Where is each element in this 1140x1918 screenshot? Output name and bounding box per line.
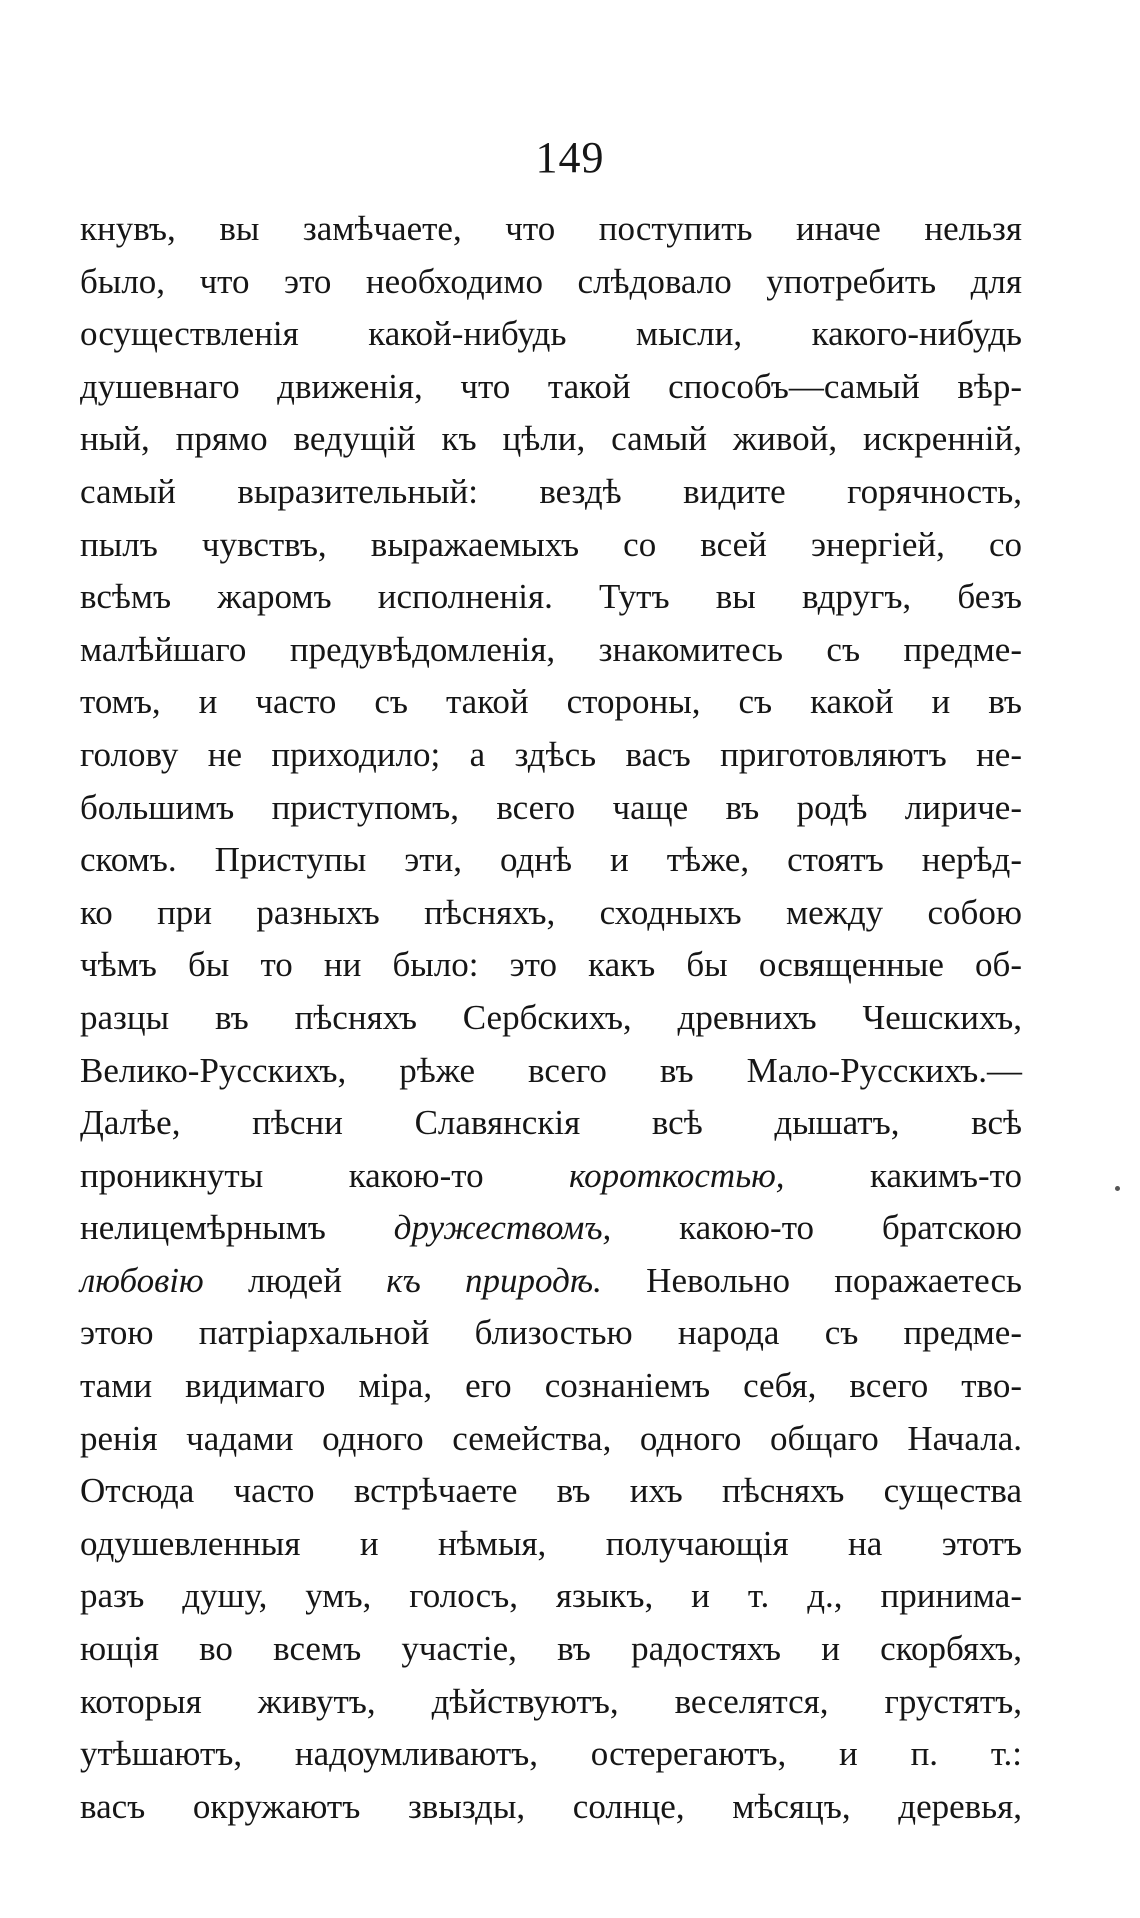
text-line-content (80, 1465, 1022, 1518)
text-line-content (80, 1413, 1022, 1466)
text-span: которыя живутъ, дѣйствуютъ, веселятся, грустятъ, (80, 1681, 1022, 1721)
italic-text: любовію (80, 1260, 204, 1300)
text-span: скомъ. Приступы эти, однѣ и тѣже, стоятъ нерѣд- (80, 840, 1022, 880)
text-span: малѣйшаго предувѣдомленія, знакомитесь съ предме- (80, 629, 1022, 669)
text-line-content (80, 939, 1022, 992)
page-number: 149 (535, 133, 605, 182)
text-line (80, 308, 1022, 361)
text-line (80, 1518, 1022, 1571)
text-line-content (80, 203, 1022, 256)
text-line-content (80, 1045, 1022, 1098)
text-line (80, 1045, 1022, 1098)
text-span: проникнуты какою-то (80, 1155, 570, 1195)
text-line (80, 676, 1022, 729)
text-line-content (80, 1728, 1022, 1781)
text-line-content (80, 1781, 1022, 1834)
text-line (80, 466, 1022, 519)
text-span: людей (203, 1260, 387, 1300)
italic-text: дружествомъ, (393, 1208, 612, 1248)
text-line (80, 413, 1022, 466)
text-span: Велико-Русскихъ, рѣже всего въ Мало-Русскихъ.— (80, 1050, 1022, 1090)
text-line-content (80, 1623, 1022, 1676)
text-line (80, 939, 1022, 992)
text-span: Отсюда часто встрѣчаете въ ихъ пѣсняхъ существа (80, 1471, 1022, 1511)
text-line-content (80, 782, 1022, 835)
text-line (80, 729, 1022, 782)
text-line-content (80, 256, 1022, 309)
text-line-content (80, 1255, 1022, 1308)
text-line (80, 992, 1022, 1045)
text-span: большимъ приступомъ, всего чаще въ родѣ лириче- (80, 787, 1022, 827)
text-line-content (80, 834, 1022, 887)
text-span: утѣшаютъ, надоумливаютъ, остерегаютъ, и п. т.: (80, 1734, 1022, 1774)
text-span: голову не приходило; а здѣсь васъ приготовляютъ не- (80, 734, 1022, 774)
text-span: Далѣе, пѣсни Славянскія всѣ дышатъ, всѣ (80, 1103, 1022, 1143)
text-line-content (80, 887, 1022, 940)
text-span: ющія во всемъ участіе, въ радостяхъ и скорбяхъ, (80, 1629, 1022, 1669)
body-text (80, 203, 1022, 1833)
text-span: разцы въ пѣсняхъ Сербскихъ, древнихъ Чешскихъ, (80, 997, 1022, 1037)
text-line (80, 1570, 1022, 1623)
text-span: одушевленныя и нѣмыя, получающія на этотъ (80, 1523, 1022, 1563)
text-line-content (80, 729, 1022, 782)
text-line (80, 256, 1022, 309)
text-line (80, 1623, 1022, 1676)
text-span: ко при разныхъ пѣсняхъ, сходныхъ между собою (80, 892, 1022, 932)
text-span: было, что это необходимо слѣдовало употребить для (80, 261, 1022, 301)
text-span: ный, прямо ведущій къ цѣли, самый живой, искренній, (80, 419, 1022, 459)
text-line (80, 887, 1022, 940)
text-line-content (80, 1150, 1022, 1203)
text-line (80, 1413, 1022, 1466)
text-line (80, 624, 1022, 677)
text-span: самый выразительный: вездѣ видите горячность, (80, 471, 1022, 511)
text-span: ренія чадами одного семейства, одного общаго Начала. (80, 1418, 1022, 1458)
text-span: тами видимаго міра, его сознаніемъ себя, всего тво- (80, 1366, 1022, 1406)
text-line (80, 1150, 1022, 1203)
margin-speck (1115, 1186, 1120, 1191)
text-span: разъ душу, умъ, голосъ, языкъ, и т. д., принима- (80, 1576, 1022, 1616)
text-line-content (80, 1518, 1022, 1571)
text-line-content (80, 1570, 1022, 1623)
text-span: Невольно поражаетесь (601, 1260, 1022, 1300)
text-span: какою-то братскою (611, 1208, 1022, 1248)
text-line-content (80, 624, 1022, 677)
text-span: какимъ-то (784, 1155, 1022, 1195)
text-line (80, 1728, 1022, 1781)
text-line (80, 1465, 1022, 1518)
text-line (80, 782, 1022, 835)
text-line-content (80, 1097, 1022, 1150)
text-span: васъ окружаютъ звызды, солнце, мѣсяцъ, деревья, (80, 1786, 1022, 1826)
text-line-content (80, 1676, 1022, 1729)
text-line-content (80, 1202, 1022, 1255)
italic-text: къ природѣ. (386, 1260, 602, 1300)
text-line (80, 1360, 1022, 1413)
text-span: чѣмъ бы то ни было: это какъ бы освященные об- (80, 945, 1022, 985)
text-line (80, 834, 1022, 887)
text-line (80, 1255, 1022, 1308)
text-line-content (80, 413, 1022, 466)
text-span: осуществленія какой-нибудь мысли, какого-нибудь (80, 314, 1022, 354)
text-span: всѣмъ жаромъ исполненія. Тутъ вы вдругъ, безъ (80, 577, 1022, 617)
text-span: пылъ чувствъ, выражаемыхъ со всей энергіей, со (80, 524, 1022, 564)
text-line (80, 1097, 1022, 1150)
text-line (80, 571, 1022, 624)
text-line (80, 361, 1022, 414)
text-span: этою патріархальной близостью народа съ предме- (80, 1313, 1022, 1353)
italic-text: короткостью, (569, 1155, 785, 1195)
text-span: кнувъ, вы замѣчаете, что поступить иначе нельзя (80, 209, 1022, 248)
text-line-content (80, 1307, 1022, 1360)
text-span: душевнаго движенія, что такой способъ—самый вѣр- (80, 366, 1022, 406)
text-line (80, 1781, 1022, 1834)
text-line (80, 1307, 1022, 1360)
text-line (80, 1676, 1022, 1729)
text-line-content (80, 571, 1022, 624)
text-line-content (80, 519, 1022, 572)
text-line (80, 203, 1022, 256)
text-line (80, 1202, 1022, 1255)
text-line (80, 519, 1022, 572)
text-line-content (80, 466, 1022, 519)
text-span: томъ, и часто съ такой стороны, съ какой и въ (80, 682, 1022, 722)
text-span: нелицемѣрнымъ (80, 1208, 394, 1248)
text-line-content (80, 992, 1022, 1045)
text-line-content (80, 308, 1022, 361)
text-line-content (80, 676, 1022, 729)
text-line-content (80, 361, 1022, 414)
text-line-content (80, 1360, 1022, 1413)
